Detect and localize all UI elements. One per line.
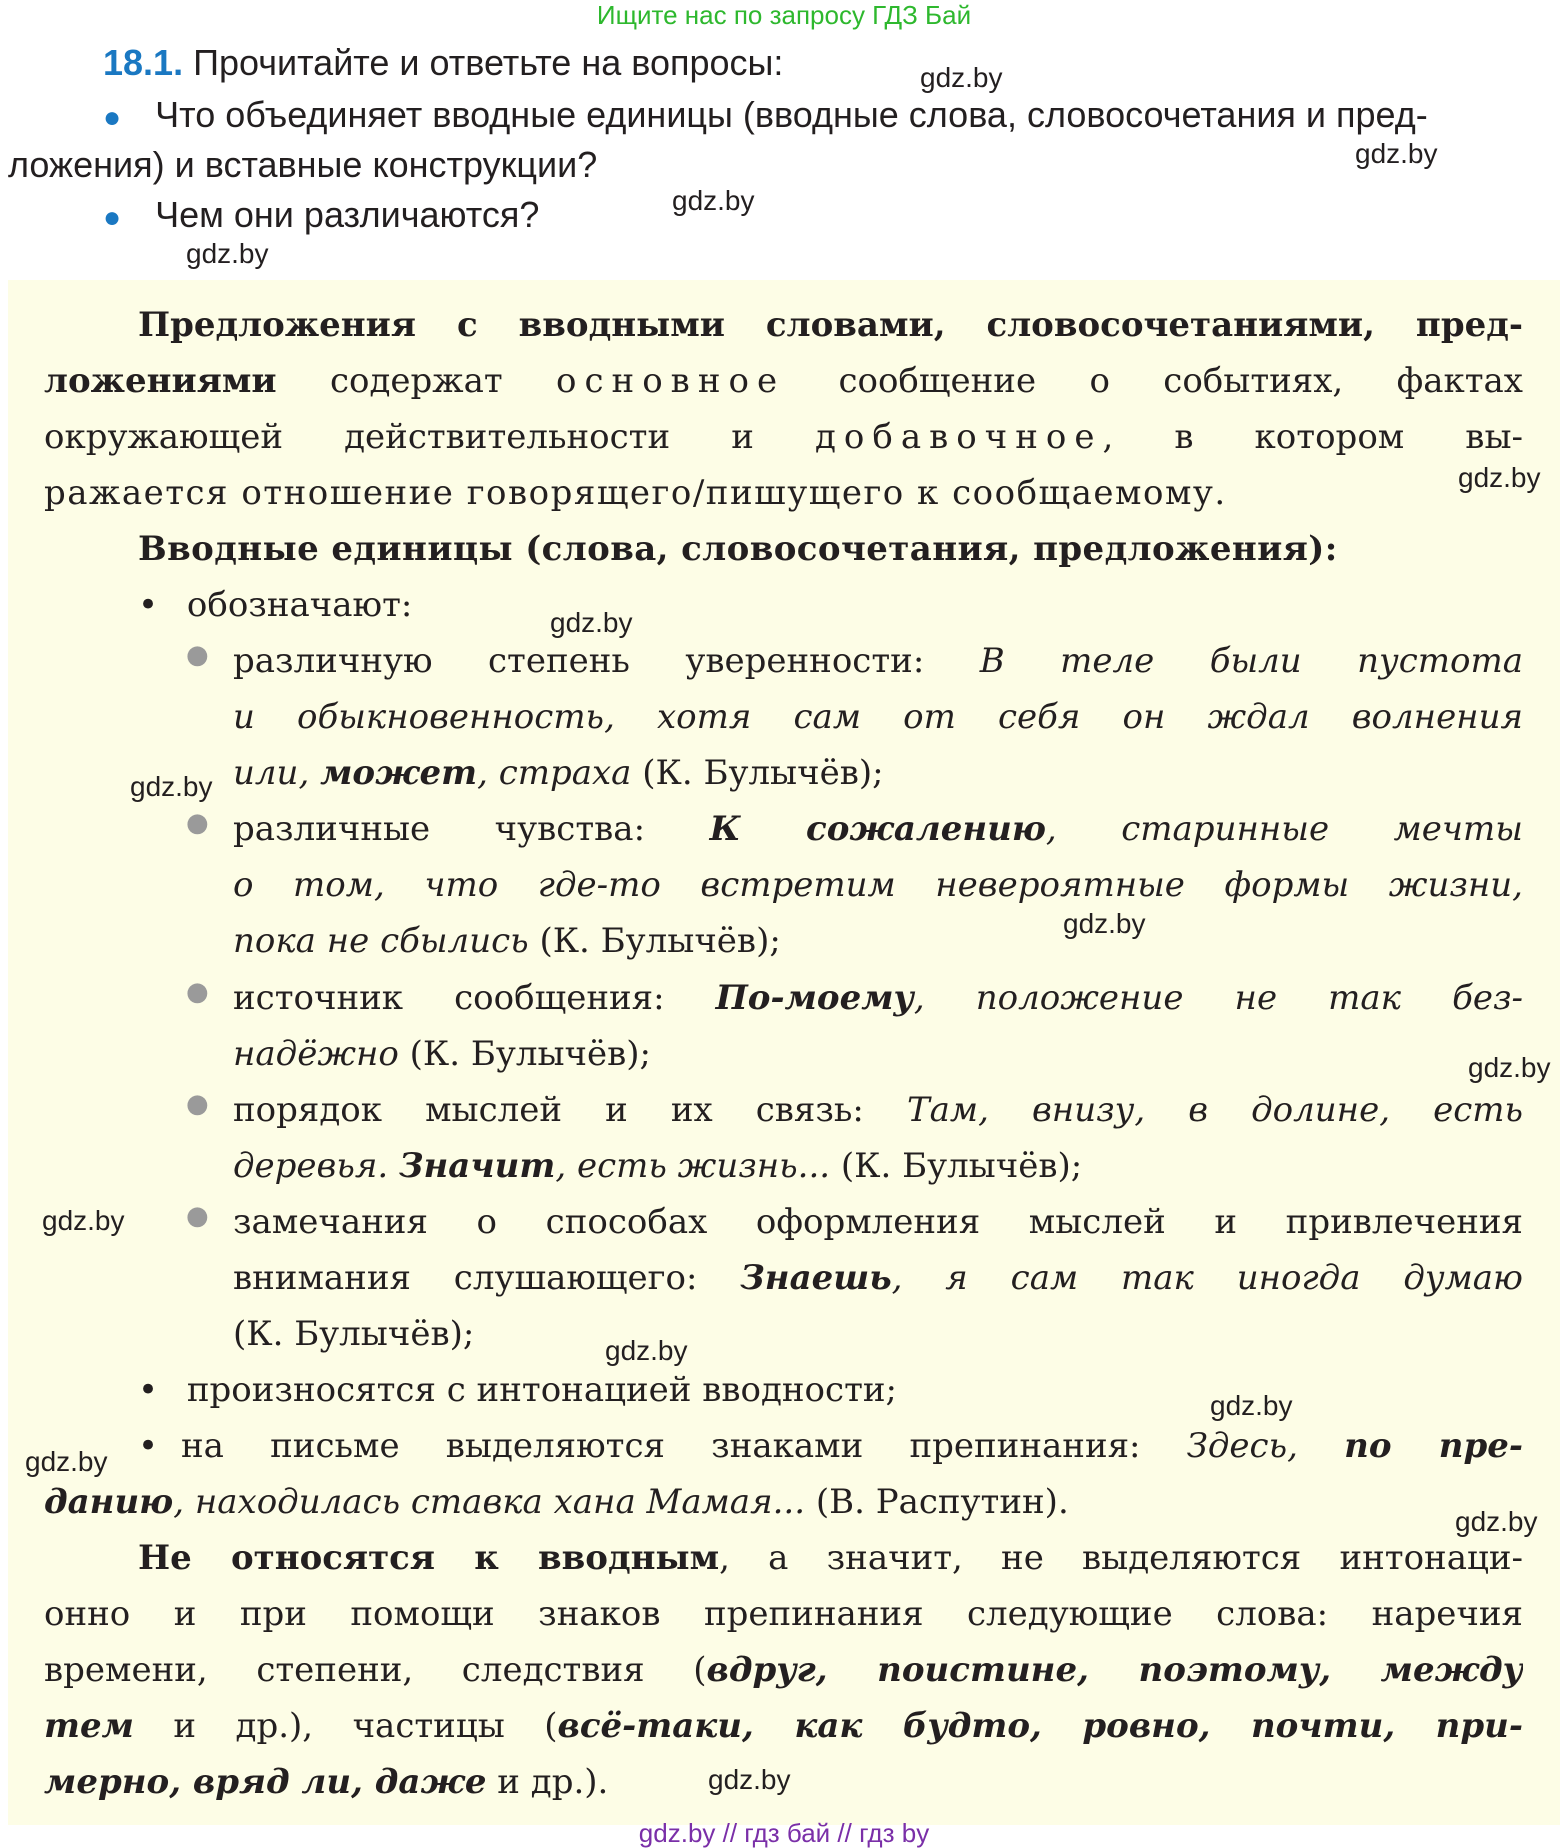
rule-line <box>233 633 1523 689</box>
watermark: gdz.by <box>25 1446 108 1477</box>
watermark: gdz.by <box>920 62 1003 93</box>
rule-text: содержат <box>276 361 557 401</box>
bullet-icon: • <box>138 585 159 625</box>
rule-line <box>44 1474 1069 1530</box>
rule-text: различные чувства: <box>233 809 710 849</box>
bullet-icon: ● <box>186 1089 209 1119</box>
bullet-icon: ● <box>103 201 122 234</box>
example-italic: , находилась ставка хана Мамая... <box>173 1482 806 1522</box>
example-italic: Здесь, <box>1186 1426 1345 1466</box>
example-bold: данию <box>44 1482 174 1522</box>
rule-line: (К. Булычёв); <box>233 1314 475 1354</box>
watermark: gdz.by <box>550 607 633 638</box>
bullet-icon: • <box>138 1370 159 1410</box>
example-bold: К сожалению <box>709 809 1046 849</box>
rule-text: источник сообщения: <box>233 978 716 1018</box>
rule-line <box>44 1642 1523 1698</box>
watermark: gdz.by <box>1355 138 1438 169</box>
rule-text: на письме выделяются знаками препинания: <box>181 1426 1187 1466</box>
example-bold: по пре- <box>1344 1426 1523 1466</box>
example-bold: тем <box>44 1706 134 1746</box>
watermark: gdz.by <box>672 185 755 216</box>
example-italic: , старинные мечты <box>1045 809 1523 849</box>
task-title <box>103 38 783 88</box>
rule-line: ражается отношение говорящего/пишущего к сообщаемому. <box>44 473 1227 513</box>
rule-line: замечания о способах оформления мыслей и привлечения <box>233 1202 1523 1242</box>
bullet-icon: • <box>138 1426 159 1466</box>
watermark: gdz.by <box>1468 1052 1551 1083</box>
question-1-line-1: Что объединяет вводные единицы (вводные слова, словосочетания и пред- <box>155 94 1428 135</box>
question-2 <box>103 190 539 243</box>
bullet-icon: ● <box>186 808 209 838</box>
example-italic: деревья. <box>233 1146 399 1186</box>
watermark: gdz.by <box>1210 1390 1293 1421</box>
example-italic: пока не сбылись <box>233 921 529 961</box>
example-source: (К. Булычёв); <box>528 921 781 961</box>
search-banner: Ищите нас по запросу ГДЗ Бай <box>596 0 972 30</box>
example-italic: Там, внизу, в долине, есть <box>906 1090 1523 1130</box>
rule-line <box>233 1026 651 1082</box>
rule-line <box>181 1418 1523 1474</box>
rule-line <box>44 409 1523 465</box>
footer-banner: gdz.by // гдз бай // гдз by <box>638 1818 930 1848</box>
example-italic: или, <box>233 753 321 793</box>
rule-spaced: добавочное <box>814 417 1103 457</box>
rule-line <box>233 1138 1082 1194</box>
rule-line: Предложения с вводными словами, словосочетаниями, пред- <box>138 305 1523 345</box>
rule-bold: ложениями <box>44 361 277 401</box>
watermark: gdz.by <box>605 1335 688 1366</box>
rule-text: и др.). <box>486 1762 609 1802</box>
rule-line: онно и при помощи знаков препинания следующие слова: наречия <box>44 1594 1523 1634</box>
rule-line: и обыкновенность, хотя сам от себя он ждал волнения <box>233 697 1523 737</box>
watermark: gdz.by <box>130 771 213 802</box>
rule-line <box>233 913 781 969</box>
rule-text: порядок мыслей и их связь: <box>233 1090 907 1130</box>
rule-line <box>44 353 1523 409</box>
rule-line <box>233 745 884 801</box>
rule-text: , в котором вы- <box>1102 417 1523 457</box>
example-bold: может <box>320 753 478 793</box>
rule-subheading: Вводные единицы (слова, словосочетания, предложения): <box>138 529 1338 569</box>
example-source: (К. Булычёв); <box>830 1146 1083 1186</box>
question-2-text: Чем они различаются? <box>155 194 540 235</box>
example-italic: , я сам так иногда думаю <box>891 1258 1523 1298</box>
example-italic: , положение не так без- <box>913 978 1523 1018</box>
example-source: (К. Булычёв); <box>398 1034 651 1074</box>
question-1 <box>103 90 1558 143</box>
rule-text: времени, степени, следствия ( <box>44 1650 707 1690</box>
task-title-text: Прочитайте и ответьте на вопросы: <box>193 42 784 83</box>
watermark: gdz.by <box>42 1205 125 1236</box>
rule-text: сообщение о событиях, фактах <box>785 361 1523 401</box>
example-bold: По-моему <box>715 978 914 1018</box>
example-italic: надёжно <box>233 1034 399 1074</box>
rule-line <box>138 1530 1523 1586</box>
watermark: gdz.by <box>186 238 269 269</box>
example-bold: вдруг, поистине, поэтому, между <box>706 1650 1523 1690</box>
watermark: gdz.by <box>1063 908 1146 939</box>
example-italic: В теле были пустота <box>979 641 1523 681</box>
rule-spaced: основное <box>556 361 786 401</box>
list-item <box>138 577 412 633</box>
list-item-text: произносятся с интонацией вводности; <box>186 1370 897 1410</box>
rule-text: различную степень уверенности: <box>233 641 980 681</box>
list-item-text: обозначают: <box>186 585 413 625</box>
task-number: 18.1. <box>103 42 184 83</box>
example-source: (В. Распутин). <box>805 1482 1069 1522</box>
example-bold: всё-таки, как будто, ровно, почти, при- <box>557 1706 1523 1746</box>
rule-line <box>44 1698 1523 1754</box>
rule-line <box>233 970 1523 1026</box>
rule-line: о том, что где-то встретим невероятные формы жизни, <box>233 865 1523 905</box>
rule-text: , а значит, не выделяются интонаци- <box>719 1538 1523 1578</box>
example-bold: мерно, вряд ли, даже <box>44 1762 487 1802</box>
bullet-icon: ● <box>103 101 122 134</box>
bullet-icon: ● <box>186 640 209 670</box>
rule-line <box>233 1082 1523 1138</box>
rule-line <box>44 1754 608 1810</box>
bullet-icon: ● <box>186 977 209 1007</box>
bullet-icon: ● <box>186 1201 209 1231</box>
rule-text: и др.), частицы ( <box>133 1706 558 1746</box>
rule-line <box>233 1250 1523 1306</box>
question-1-line-2: ложения) и вставные конструкции? <box>8 144 598 185</box>
rule-bold: Не относятся к вводным <box>138 1538 720 1578</box>
example-bold: Значит <box>398 1146 556 1186</box>
list-item <box>138 1362 897 1418</box>
example-bold: Знаешь <box>740 1258 892 1298</box>
watermark: gdz.by <box>1458 462 1541 493</box>
rule-line <box>233 801 1523 857</box>
watermark: gdz.by <box>1455 1506 1538 1537</box>
example-source: (К. Булычёв); <box>631 753 884 793</box>
example-italic: , страха <box>477 753 632 793</box>
rule-text: внимания слушающего: <box>233 1258 741 1298</box>
watermark: gdz.by <box>708 1764 791 1795</box>
example-italic: , есть жизнь... <box>555 1146 831 1186</box>
rule-text: окружающей действительности и <box>44 417 815 457</box>
